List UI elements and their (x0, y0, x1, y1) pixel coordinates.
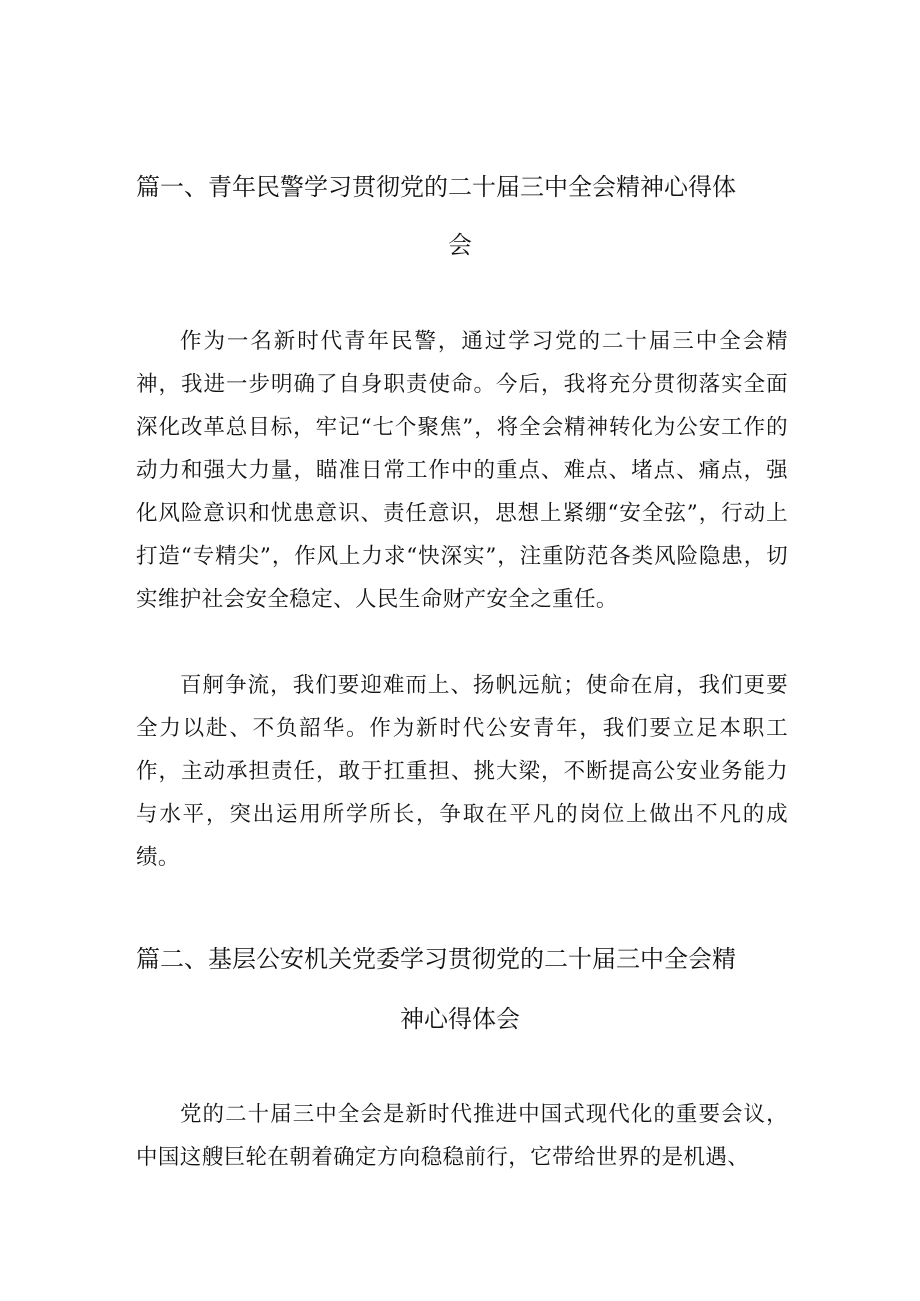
article1-title-line2: 会 (448, 231, 472, 259)
article2-title-line1: 篇二、基层公安机关党委学习贯彻党的二十届三中全会精 (136, 945, 736, 973)
article2-title-line2: 神心得体会 (400, 1005, 520, 1033)
article2-paragraph-1: 党的二十届三中全会是新时代推进中国式现代化的重要会议，中国这艘巨轮在朝着确定方向稳稳前行，它带给世界的是机遇、 (136, 1102, 788, 1170)
article1-title-line1: 篇一、青年民警学习贯彻党的二十届三中全会精神心得体 (136, 173, 736, 201)
article1-paragraph-2: 百舸争流，我们要迎难而上、扬帆远航；使命在肩，我们更要全力以赴、不负韶华。作为新时代公安青年，我们要立足本职工作，主动承担责任，敢于扛重担、挑大梁，不断提高公安业务能力与水平，突出运用所学所长，争取在平凡的岗位上做出不凡的成绩。 (136, 673, 788, 870)
article1-paragraph-1: 作为一名新时代青年民警，通过学习党的二十届三中全会精神，我进一步明确了自身职责使命。今后，我将充分贯彻落实全面深化改革总目标，牢记“七个聚焦”，将全会精神转化为公安工作的动力和强大力量，瞄准日常工作中的重点、难点、堵点、痛点，强化风险意识和忧患意识、责任意识，思想上紧绷“安全弦”，行动上打造“专精尖”，作风上力求“快深实”，注重防范各类风险隐患，切实维护社会安全稳定、人民生命财产安全之重任。 (136, 329, 788, 612)
